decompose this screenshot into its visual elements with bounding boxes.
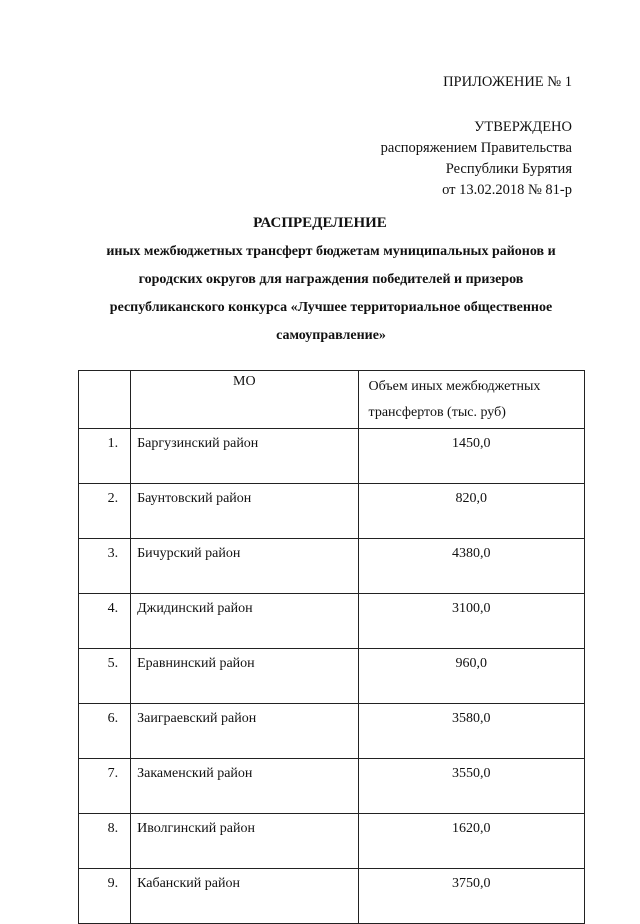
row-mo: Еравнинский район <box>131 649 358 704</box>
document-subtitle <box>78 238 584 350</box>
subtitle-line-4: самоуправление» <box>276 328 386 343</box>
row-volume: 3100,0 <box>358 594 584 649</box>
approved-date: от 13.02.2018 № 81-р <box>442 182 572 198</box>
row-mo: Закаменский район <box>131 759 358 814</box>
subtitle-line-3: республиканского конкурса «Лучшее территориальное общественное <box>109 300 553 315</box>
approved-label: УТВЕРЖДЕНО <box>474 119 572 135</box>
row-volume: 820,0 <box>358 484 584 539</box>
row-number: 2. <box>79 484 131 539</box>
subtitle-line-1: иных межбюджетных трансферт бюджетам муниципальных районов и <box>106 244 556 259</box>
row-mo: Джидинский район <box>131 594 358 649</box>
distribution-table <box>78 370 585 924</box>
row-number: 3. <box>79 539 131 594</box>
table-row <box>79 594 585 649</box>
header-number <box>79 371 131 429</box>
table-row <box>79 484 585 539</box>
row-volume: 3550,0 <box>358 759 584 814</box>
row-mo: Баргузинский район <box>131 429 358 484</box>
header-mo: МО <box>131 371 358 429</box>
row-number: 1. <box>79 429 131 484</box>
approved-by-line-2: Республики Бурятия <box>445 161 572 177</box>
row-volume: 3580,0 <box>358 704 584 759</box>
row-number: 9. <box>79 869 131 924</box>
row-mo: Баунтовский район <box>131 484 358 539</box>
row-volume: 960,0 <box>358 649 584 704</box>
table-row <box>79 869 585 924</box>
row-number: 5. <box>79 649 131 704</box>
subtitle-line-2: городских округов для награждения победителей и призеров <box>138 272 524 287</box>
appendix-label: ПРИЛОЖЕНИЕ № 1 <box>443 74 572 90</box>
row-mo: Бичурский район <box>131 539 358 594</box>
table-row <box>79 429 585 484</box>
row-mo: Иволгинский район <box>131 814 358 869</box>
table-row <box>79 649 585 704</box>
header-volume-line-1: Объем иных межбюджетных <box>368 379 541 394</box>
row-number: 8. <box>79 814 131 869</box>
row-mo: Заиграевский район <box>131 704 358 759</box>
row-number: 6. <box>79 704 131 759</box>
header-volume <box>358 371 584 429</box>
row-volume: 4380,0 <box>358 539 584 594</box>
table-row <box>79 704 585 759</box>
table-row <box>79 539 585 594</box>
table-row <box>79 814 585 869</box>
header-volume-line-2: трансфертов (тыс. руб) <box>368 405 506 420</box>
document-title: РАСПРЕДЕЛЕНИЕ <box>253 215 387 231</box>
approved-by-line-1: распоряжением Правительства <box>380 140 572 156</box>
row-number: 7. <box>79 759 131 814</box>
row-number: 4. <box>79 594 131 649</box>
row-volume: 1620,0 <box>358 814 584 869</box>
row-mo: Кабанский район <box>131 869 358 924</box>
approval-block <box>381 117 572 201</box>
table-row <box>79 759 585 814</box>
row-volume: 1450,0 <box>358 429 584 484</box>
row-volume: 3750,0 <box>358 869 584 924</box>
table-header-row <box>79 371 585 429</box>
